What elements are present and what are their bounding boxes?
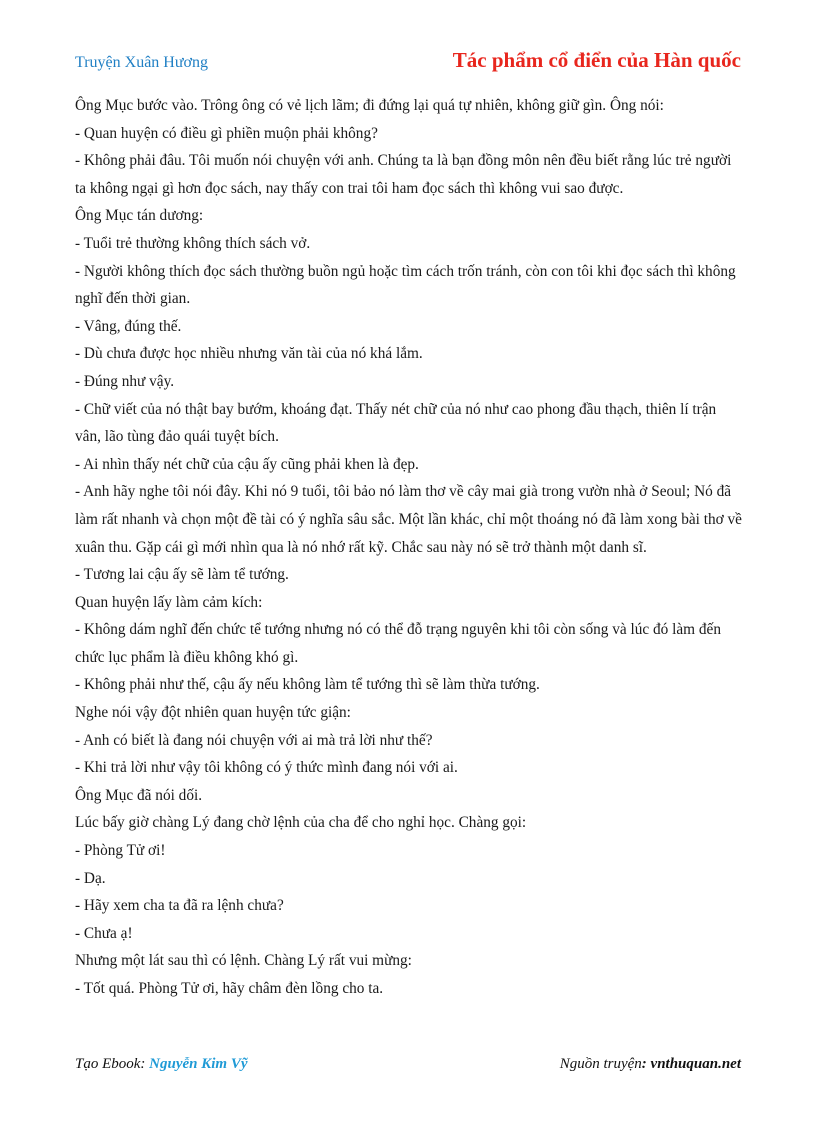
paragraph: - Vâng, đúng thế.	[75, 317, 182, 335]
ebook-credit: Tạo Ebook: Nguyễn Kim Vỹ	[75, 1056, 248, 1072]
paragraph: - Quan huyện có điều gì phiền muộn phải không?	[75, 124, 378, 142]
paragraph: - Tốt quá. Phòng Tử ơi, hãy châm đèn lồng cho ta.	[75, 980, 384, 997]
paragraph: - Tuổi trẻ thường không thích sách vở.	[75, 234, 311, 252]
source-credit: Nguồn truyện: vnthuquan.net	[559, 1056, 741, 1072]
source-site: vnthuquan.net	[650, 1056, 741, 1072]
page-header	[75, 48, 741, 78]
paragraph: - Anh hãy nghe tôi nói đây. Khi nó 9 tuổi, tôi bảo nó làm thơ về cây mai già trong vườn nhà ở Seoul; Nó đã làm rất nhanh và chọn một đề tài có ý nghĩa sâu sắc. Một lần khác, chỉ một thoáng nó đã làm xong bài thơ về xuân thu. Gặp cái gì mới nhìn qua là nó nhớ rất kỹ. Chắc sau này nó sẽ trở thành một danh sĩ.	[75, 483, 742, 556]
paragraph: - Chữ viết của nó thật bay bướm, khoáng đạt. Thấy nét chữ của nó như cao phong đầu thạch, thiên lí trận vân, lão tùng đảo quái tuyệt bích.	[75, 400, 717, 446]
story-body	[75, 92, 743, 1003]
paragraph: Ông Mục tán dương:	[75, 207, 204, 225]
ebook-author: Nguyễn Kim Vỹ	[149, 1056, 248, 1072]
paragraph: - Anh có biết là đang nói chuyện với ai mà trả lời như thế?	[75, 731, 433, 749]
source-label: Nguồn truyện	[559, 1056, 642, 1072]
ebook-label: Tạo Ebook	[75, 1056, 141, 1072]
paragraph: Ông Mục bước vào. Trông ông có vẻ lịch lãm; đi đứng lại quá tự nhiên, không giữ gìn. Ông nói:	[75, 97, 664, 114]
paragraph: - Tương lai cậu ấy sẽ làm tể tướng.	[75, 566, 289, 584]
paragraph: Nghe nói vậy đột nhiên quan huyện tức giận:	[75, 704, 351, 722]
collection-title: Tác phẩm cổ điển của Hàn quốc	[452, 48, 741, 72]
paragraph: Nhưng một lát sau thì có lệnh. Chàng Lý rất vui mừng:	[75, 952, 412, 970]
paragraph: - Không phải đâu. Tôi muốn nói chuyện với anh. Chúng ta là bạn đồng môn nên đều biết rằng lúc trẻ người ta không ngại gì hơn đọc sách, nay thấy con trai tôi ham đọc sách thì không vui sao được.	[75, 152, 732, 197]
paragraph: - Đúng như vậy.	[75, 372, 175, 390]
book-title: Truyện Xuân Hương	[75, 54, 208, 71]
paragraph: - Không dám nghĩ đến chức tể tướng nhưng nó có thể đỗ trạng nguyên khi tôi còn sống và lúc đó làm đến chức lục phẩm là điều không khó gì.	[75, 621, 721, 666]
paragraph: Ông Mục đã nói dối.	[75, 786, 203, 804]
paragraph: Quan huyện lấy làm cảm kích:	[75, 593, 263, 611]
paragraph: Lúc bấy giờ chàng Lý đang chờ lệnh của cha để cho nghỉ học. Chàng gọi:	[75, 814, 527, 832]
paragraph: - Dạ.	[75, 869, 106, 887]
paragraph: - Chưa ạ!	[75, 924, 133, 942]
paragraph: - Ai nhìn thấy nét chữ của cậu ấy cũng phải khen là đẹp.	[75, 455, 419, 473]
paragraph: - Khi trả lời như vậy tôi không có ý thức mình đang nói với ai.	[75, 759, 458, 777]
paragraph: - Hãy xem cha ta đã ra lệnh chưa?	[75, 897, 284, 915]
paragraph: - Không phải như thế, cậu ấy nếu không làm tể tướng thì sẽ làm thừa tướng.	[75, 676, 540, 694]
paragraph: - Người không thích đọc sách thường buồn ngủ hoặc tìm cách trốn tránh, còn con tôi khi đọc sách thì không nghĩ đến thời gian.	[75, 262, 736, 308]
paragraph: - Phòng Tử ơi!	[75, 842, 166, 860]
paragraph: - Dù chưa được học nhiều nhưng văn tài của nó khá lắm.	[75, 345, 423, 363]
page-footer	[75, 1056, 741, 1078]
